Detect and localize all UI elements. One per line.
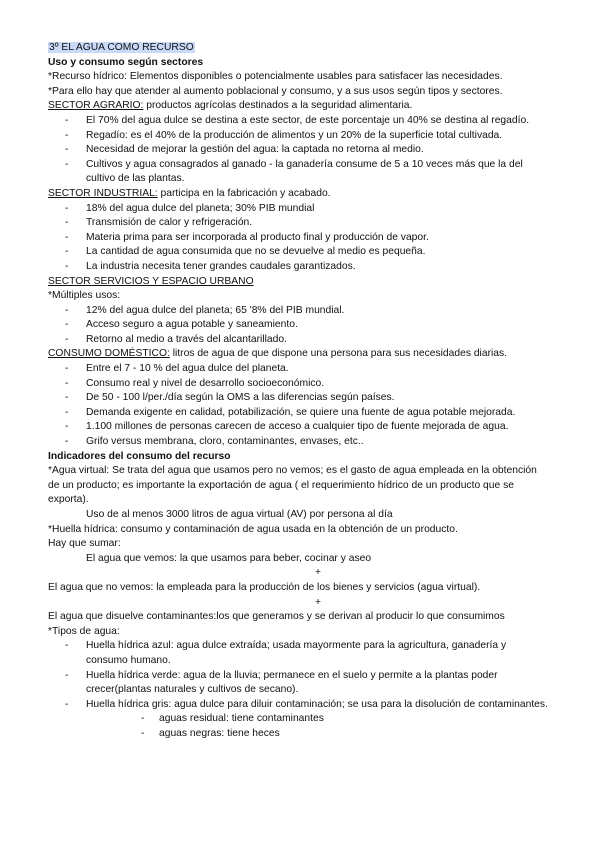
agua-que-vemos: El agua que vemos: la que usamos para beber, cocinar y aseo: [86, 552, 372, 564]
section-subtitle: Uso y consumo según sectores: [48, 56, 204, 68]
list-item: - Retorno al medio a través del alcantarillado.: [65, 333, 287, 345]
sub-list-item: - aguas residual: tiene contaminantes: [141, 713, 324, 725]
intro-line: *Para ello hay que atender al aumento poblacional y consumo, y a sus usos según tipos y sectores.: [48, 85, 503, 97]
list-item: - Entre el 7 - 10 % del agua dulce del planeta.: [65, 363, 289, 375]
agua-que-disuelve: El agua que disuelve contaminantes:los que generamos y se derivan al producir lo que consumimos: [48, 611, 505, 623]
sector-industrial-heading: SECTOR INDUSTRIAL: participa en la fabricación y acabado.: [48, 187, 331, 199]
plus-sign: +: [314, 567, 321, 579]
list-item: - Huella hídrica verde: agua de la lluvia; permanece en el suelo y permite a la plantas poder crecer(plantas naturales y cultivos de secano).: [65, 669, 498, 696]
huella-hidrica-line: *Huella hídrica: consumo y contaminación de agua usada en la obtención de un producto.: [48, 523, 458, 535]
list-item: - Acceso seguro a agua potable y saneamiento.: [65, 319, 298, 331]
list-item: - Demanda exigente en calidad, potabilización, se quiere una fuente de agua potable mejorada.: [65, 406, 516, 418]
list-item: - 12% del agua dulce del planeta; 65 '8% del PIB mundial.: [65, 304, 345, 316]
list-item: - Regadío: es el 40% de la producción de alimentos y un 20% de la superficie total cultivada.: [65, 129, 503, 141]
agua-que-no-vemos: El agua que no vemos: la empleada para la producción de los bienes y servicios (agua virtual).: [48, 581, 481, 593]
indicadores-heading: Indicadores del consumo del recurso: [48, 450, 231, 462]
sub-list-item: - aguas negras: tiene heces: [141, 727, 280, 739]
servicios-desc: *Múltiples usos:: [48, 290, 121, 302]
list-item: - Cultivos y agua consagrados al ganado - la ganadería consume de 5 a 10 veces más que la del cultivo de las plantas.: [65, 158, 523, 185]
agua-virtual-paragraph: *Agua virtual: Se trata del agua que usamos pero no vemos; es el gasto de agua empleada en la obtención de un producto; es importante la exportación de agua ( el requerimiento hídrico de un producto que se exporta).: [48, 465, 537, 506]
list-item: - Huella hídrica azul: agua dulce extraída; usada mayormente para la agricultura, ganadería y consumo humano.: [65, 640, 507, 666]
intro-line: *Recurso hídrico: Elementos disponibles o potencialmente usables para satisfacer las necesidades.: [48, 71, 503, 83]
list-item: - Materia prima para ser incorporada al producto final y producción de vapor.: [65, 231, 429, 243]
list-item: - La industria necesita tener grandes caudales garantizados.: [65, 260, 356, 272]
list-item: - De 50 - 100 l/per./día según la OMS a las diferencias según países.: [65, 392, 395, 404]
list-item: - 1.100 millones de personas carecen de acceso a cualquier tipo de fuente mejorada de agua.: [65, 421, 509, 433]
list-item: - Grifo versus membrana, cloro, contaminantes, envases, etc..: [65, 436, 364, 448]
consumo-domestico-heading: CONSUMO DOMÉSTICO: litros de agua de que dispone una persona para sus necesidades diarias.: [48, 348, 508, 360]
list-item: - 18% del agua dulce del planeta; 30% PIB mundial: [65, 202, 315, 214]
hay-que-sumar: Hay que sumar:: [48, 538, 121, 550]
page-title: 3º EL AGUA COMO RECURSO: [49, 42, 194, 53]
tipos-de-agua: *Tipos de agua:: [48, 625, 120, 637]
plus-sign: +: [314, 596, 321, 608]
sector-agrario-heading: SECTOR AGRARIO: productos agrícolas destinados a la seguridad alimentaria.: [48, 100, 413, 112]
document-page: [48, 41, 548, 742]
list-item: - Transmisión de calor y refrigeración.: [65, 217, 253, 229]
list-item: - La cantidad de agua consumida que no se devuelve al medio es pequeña.: [65, 246, 426, 258]
list-item: - Necesidad de mejorar la gestión del agua: la captada no retorna al medio.: [65, 144, 424, 156]
agua-virtual-use: Uso de al menos 3000 litros de agua virtual (AV) por persona al día: [86, 509, 393, 520]
list-item: - Huella hídrica gris: agua dulce para diluir contaminación; se usa para la disolución de contaminantes.: [65, 698, 548, 710]
sector-servicios-heading: SECTOR SERVICIOS Y ESPACIO URBANO: [48, 275, 254, 287]
list-item: - Consumo real y nivel de desarrollo socioeconómico.: [65, 377, 325, 389]
list-item: - El 70% del agua dulce se destina a este sector, de este porcentaje un 40% se destina al regadío.: [65, 114, 530, 126]
